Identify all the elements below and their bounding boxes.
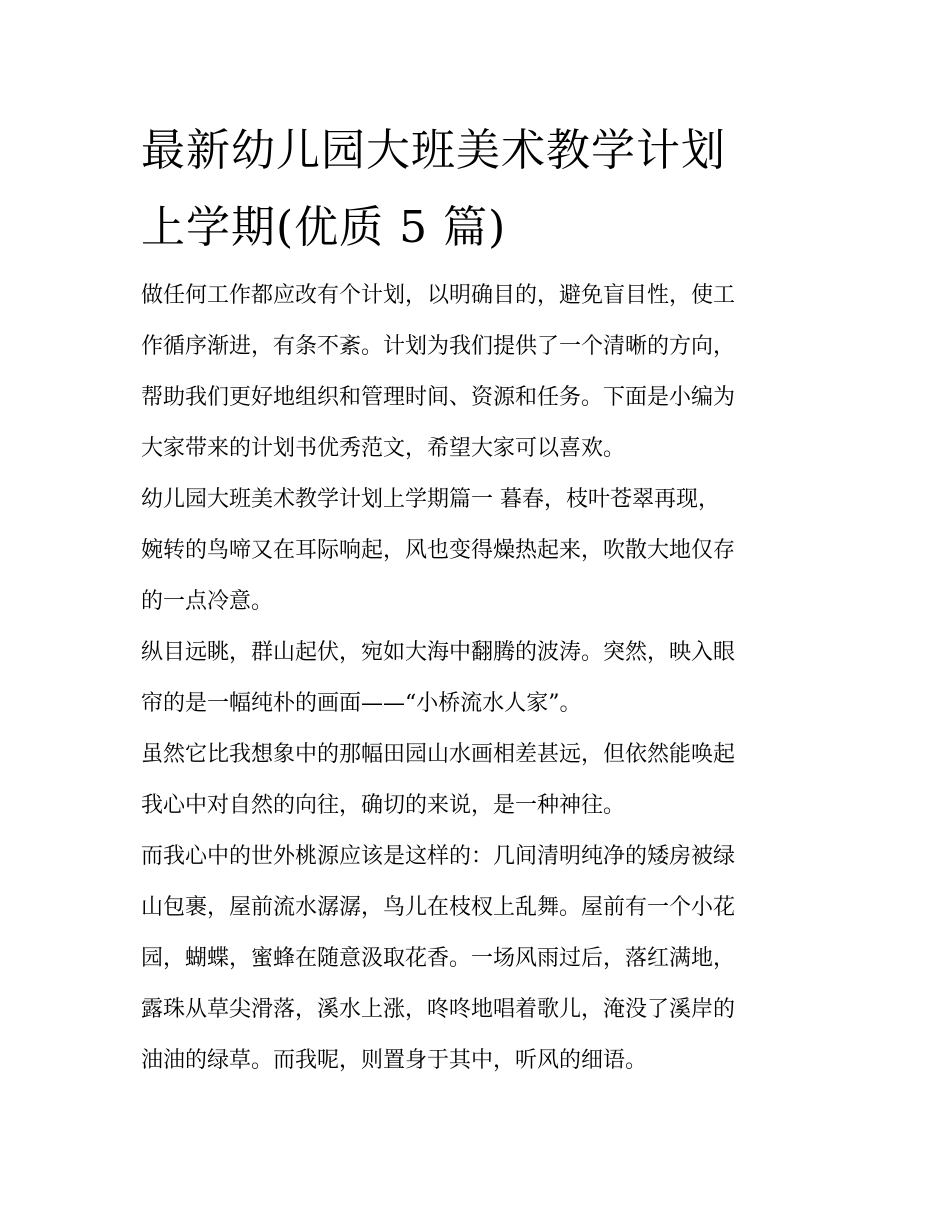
document-content xyxy=(141,112,811,1086)
document-body xyxy=(141,270,811,1086)
text-line: 大家带来的计划书优秀范文，希望大家可以喜欢。 xyxy=(141,436,626,461)
body-paragraph xyxy=(141,729,811,831)
body-paragraph xyxy=(141,474,811,627)
text-line: 而我心中的世外桃源应该是这样的：几间清明纯净的矮房被绿 xyxy=(141,844,736,869)
intro-paragraph xyxy=(141,270,811,474)
text-line: 做任何工作都应改有个计划，以明确目的，避免盲目性，使工 xyxy=(141,283,736,308)
text-line: 作循序渐进，有条不紊。计划为我们提供了一个清晰的方向， xyxy=(141,334,736,359)
text-line: 幼儿园大班美术教学计划上学期篇一 暮春，枝叶苍翠再现， xyxy=(141,487,720,512)
text-line: 我心中对自然的向往，确切的来说，是一种神往。 xyxy=(141,793,626,818)
text-line: 园，蝴蝶，蜜蜂在随意汲取花香。一场风雨过后，落红满地， xyxy=(141,946,736,971)
title-line: 上学期(优质 5 篇) xyxy=(141,202,507,253)
text-line: 纵目远眺，群山起伏，宛如大海中翻腾的波涛。突然，映入眼 xyxy=(141,640,736,665)
body-paragraph xyxy=(141,831,811,1086)
text-line: 帮助我们更好地组织和管理时间、资源和任务。下面是小编为 xyxy=(141,385,736,410)
text-line: 婉转的鸟啼又在耳际响起，风也变得燥热起来，吹散大地仅存 xyxy=(141,538,736,563)
title-line: 最新幼儿园大班美术教学计划 xyxy=(141,125,726,176)
text-line: 油油的绿草。而我呢，则置身于其中，听风的细语。 xyxy=(141,1048,648,1073)
text-line: 山包裹，屋前流水潺潺，鸟儿在枝杈上乱舞。屋前有一个小花 xyxy=(141,895,736,920)
text-line: 露珠从草尖滑落，溪水上涨，咚咚地唱着歌儿，淹没了溪岸的 xyxy=(141,997,736,1022)
body-paragraph xyxy=(141,627,811,729)
text-line: 帘的是一幅纯朴的画面——“小桥流水人家”。 xyxy=(141,691,582,716)
text-line: 虽然它比我想象中的那幅田园山水画相差甚远，但依然能唤起 xyxy=(141,742,736,767)
document-title xyxy=(141,112,811,266)
text-line: 的一点冷意。 xyxy=(141,589,274,614)
